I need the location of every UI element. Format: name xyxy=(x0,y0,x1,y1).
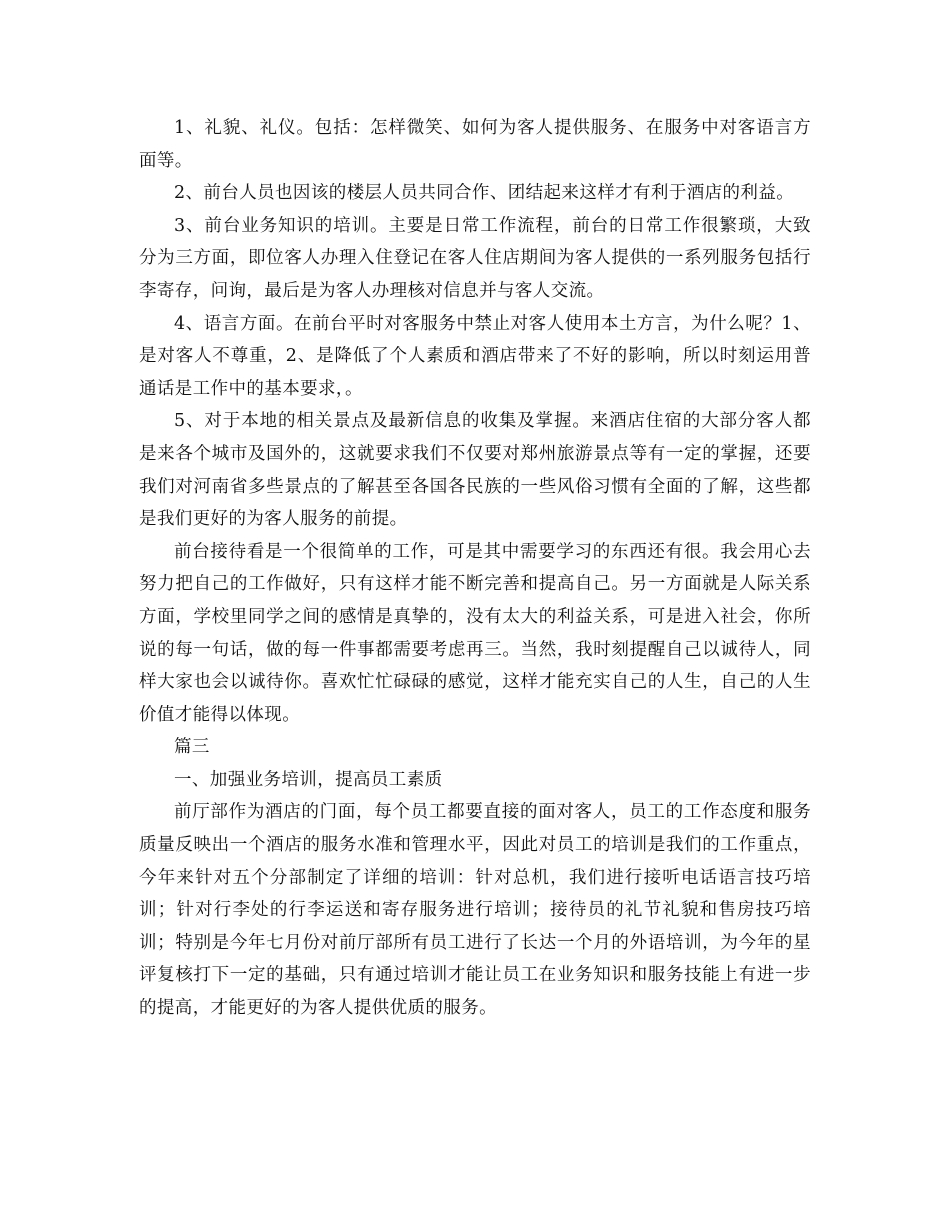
subheading-training: 一、加强业务培训，提高员工素质 xyxy=(174,769,443,790)
paragraph-cooperation: 2、前台人员也因该的楼层人员共同合作、团结起来这样才有利于酒店的利益。 xyxy=(174,183,795,204)
paragraph-language: 4、语言方面。在前台平时对客服务中禁止对客人使用本土方言，为什么呢？1、是对客人不尊重，2、是降低了个人素质和酒店带来了不好的影响，所以时刻运用普通话是工作中的基本要求，。 xyxy=(139,313,811,399)
section-heading-part-three: 篇三 xyxy=(174,737,210,758)
paragraph-front-office: 前厅部作为酒店的门面，每个员工都要直接的面对客人，员工的工作态度和服务质量反映出一个酒店的服务水准和管理水平，因此对员工的培训是我们的工作重点，今年来针对五个分部制定了详细的培训：针对总机，我们进行接听电话语言技巧培训；针对行李处的行李运送和寄存服务进行培训；接待员的礼节礼貌和售房技巧培训；特别是今年七月份对前厅部所有员工进行了长达一个月的外语培训，为今年的星评复核打下一定的基础，只有通过培训才能让员工在业务知识和服务技能上有进一步的提高，才能更好的为客人提供优质的服务。 xyxy=(139,802,811,1019)
paragraph-business-training: 3、前台业务知识的培训。主要是日常工作流程，前台的日常工作很繁琐，大致分为三方面，即位客人办理入住登记在客人住店期间为客人提供的一系列服务包括行李寄存，问询，最后是为客人办理核对信息并与客人交流。 xyxy=(139,215,811,301)
paragraph-local-info: 5、对于本地的相关景点及最新信息的收集及掌握。来酒店住宿的大部分客人都是来各个城市及国外的，这就要求我们不仅要对郑州旅游景点等有一定的掌握，还要我们对河南省多些景点的了解甚至各国各民族的一些风俗习惯有全面的了解，这些都是我们更好的为客人服务的前提。 xyxy=(139,411,811,530)
document-body xyxy=(139,112,811,1025)
paragraph-reflection: 前台接待看是一个很简单的工作，可是其中需要学习的东西还有很。我会用心去努力把自己的工作做好，只有这样才能不断完善和提高自己。另一方面就是人际关系方面，学校里同学之间的感情是真挚的，没有太大的利益关系，可是进入社会，你所说的每一句话，做的每一件事都需要考虑再三。当然，我时刻提醒自己以诚待人，同样大家也会以诚待你。喜欢忙忙碌碌的感觉，这样才能充实自己的人生，自己的人生价值才能得以体现。 xyxy=(139,541,811,725)
paragraph-etiquette: 1、礼貌、礼仪。包括：怎样微笑、如何为客人提供服务、在服务中对客语言方面等。 xyxy=(139,118,811,171)
